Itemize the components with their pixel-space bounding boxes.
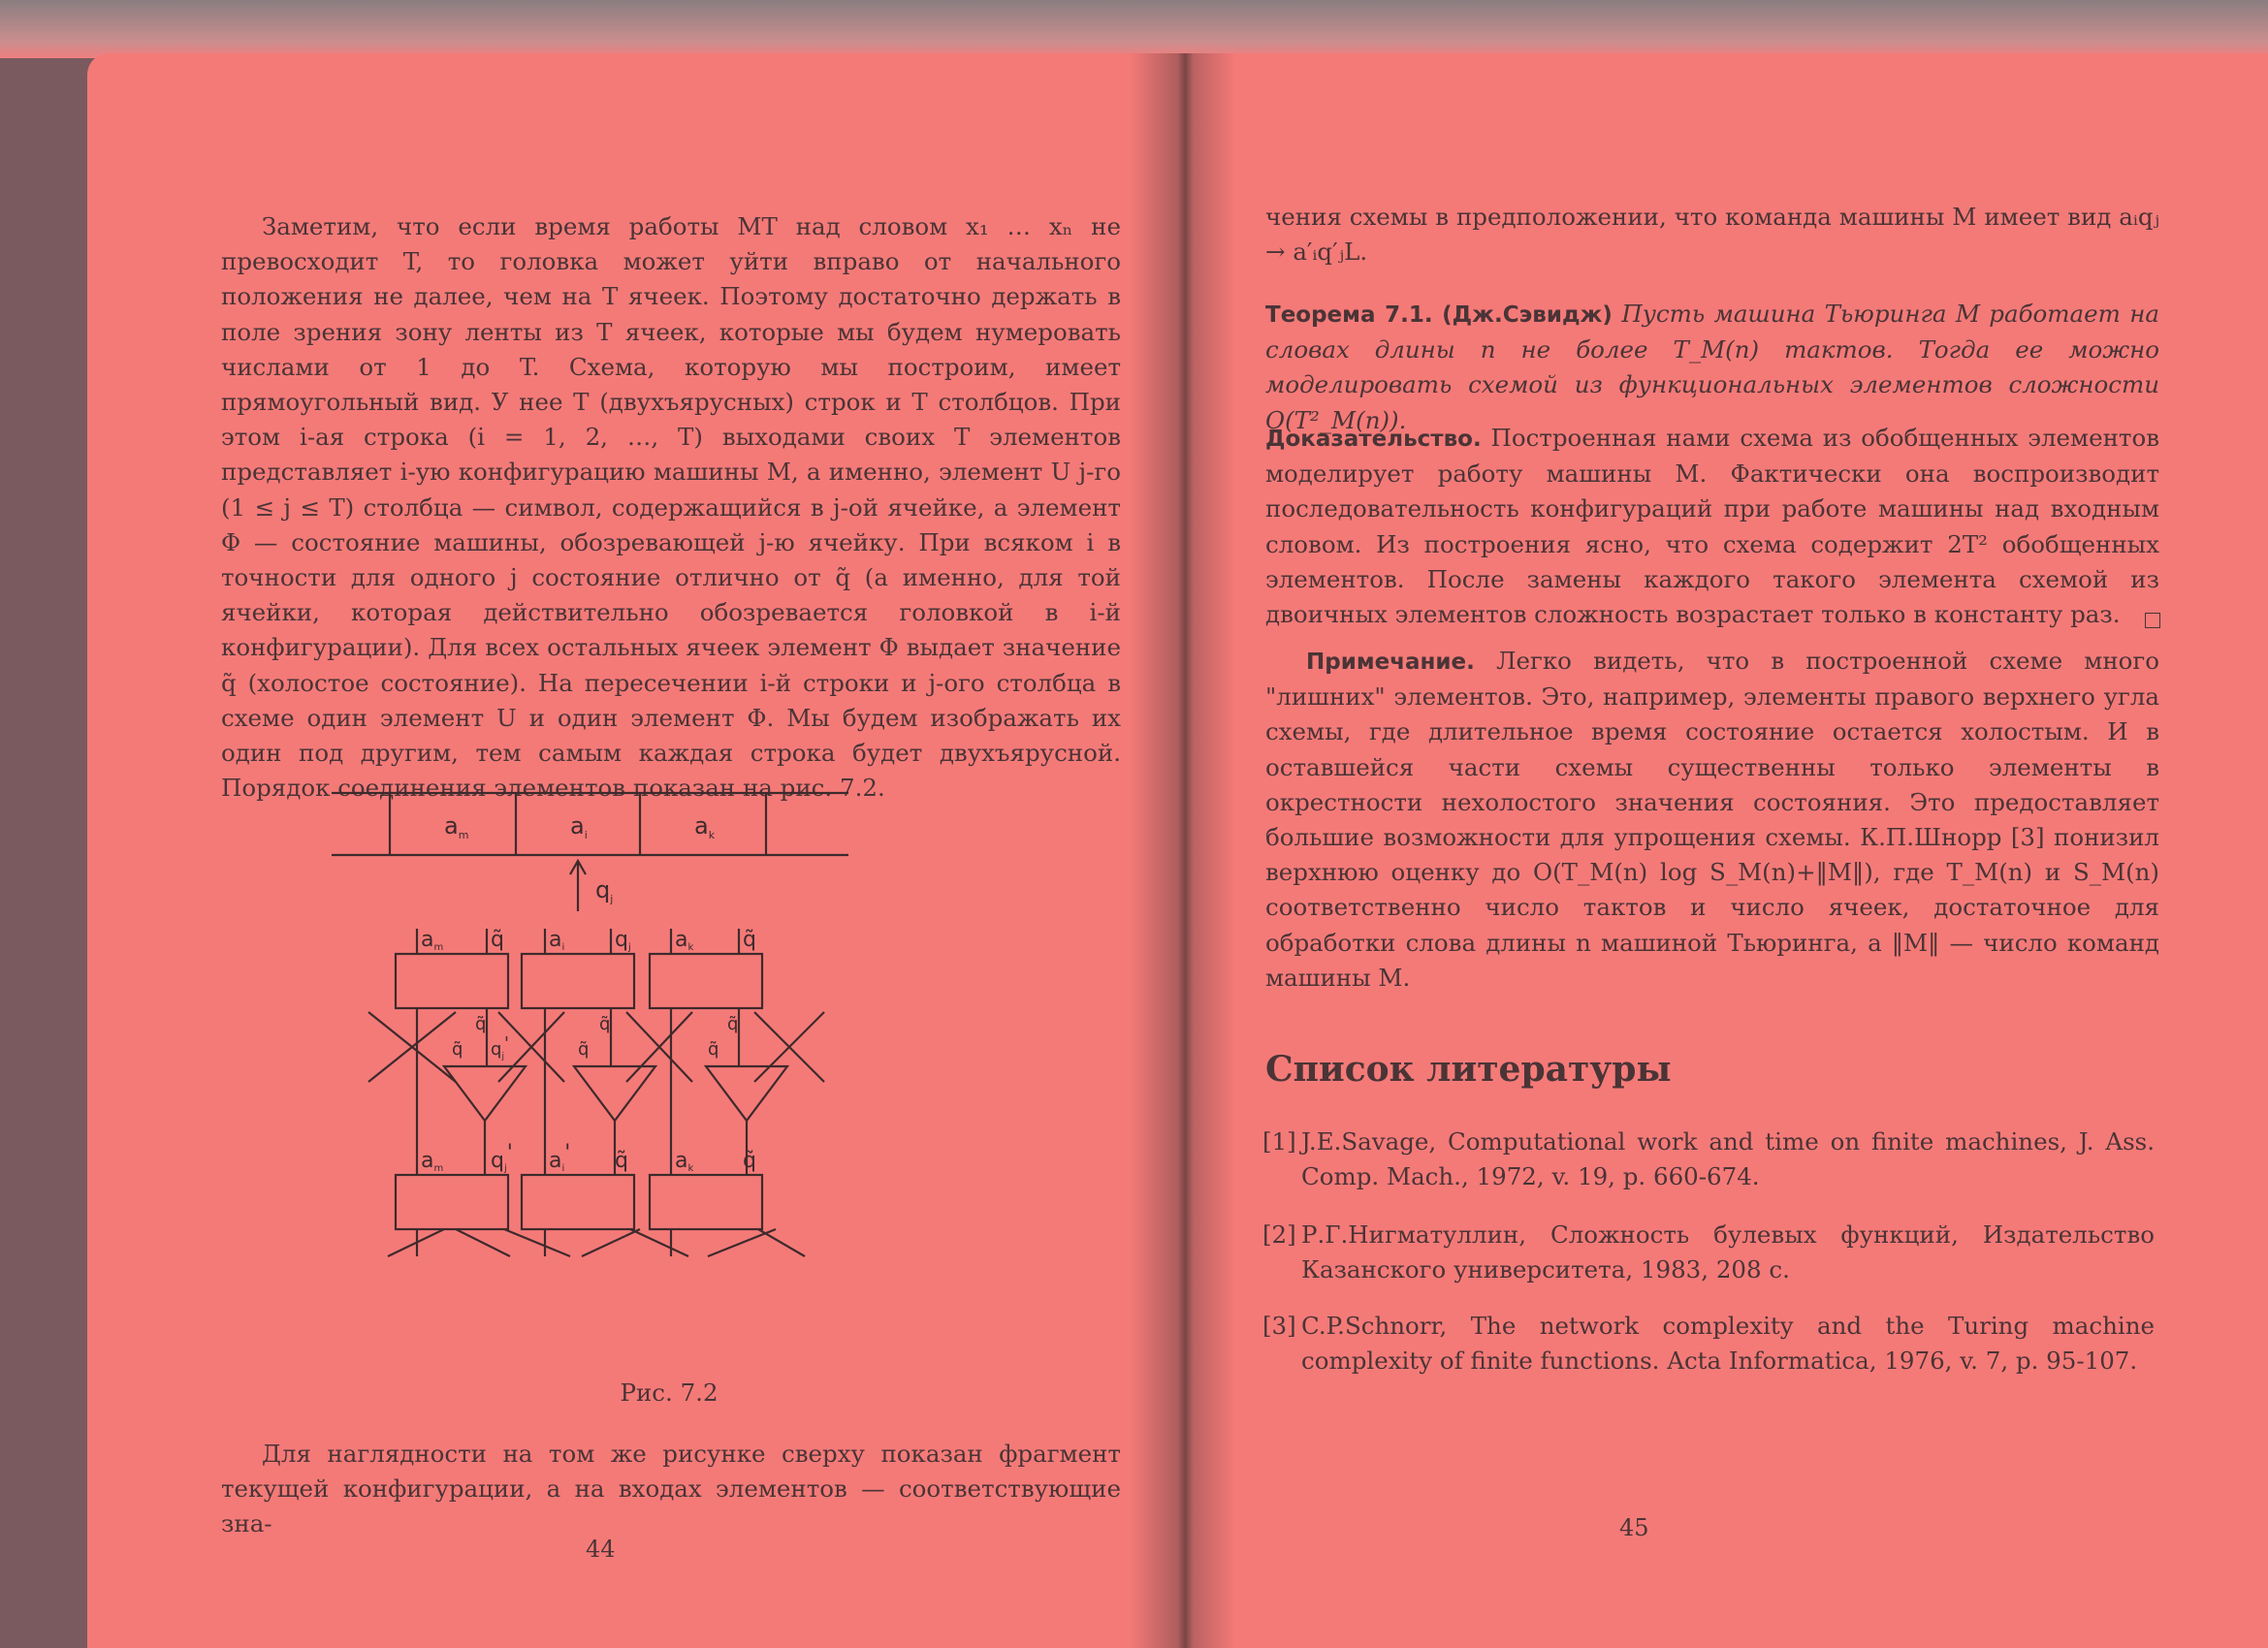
reference-text: C.P.Schnorr, The network complexity and the Turing machine complexity of finite functions. Acta Informatica, 1976, v. 7, p. 95-107. — [1301, 1312, 2155, 1376]
reference-item — [1262, 1309, 2155, 1379]
bibliography-heading: Список литературы — [1265, 1049, 1672, 1090]
intro-paragraph: Заметим, что если время работы МТ над словом x₁ … xₙ не превосходит T, то головка может уйти вправо от начального положения не далее, чем на T ячеек. Поэтому достаточно держать в поле зрения зону ленты из T ячеек, которые мы будем нумеровать числами от 1 до T. Схема, которую мы построим, имеет прямоугольный вид. У нее T (двухъярусных) строк и T столбцов. При этом i-ая строка (i = 1, 2, …, T) выходами своих T элементов представляет i-ую конфигурацию машины M, а именно, элемент U j-го (1 ≤ j ≤ T) столбца — символ, содержащийся в j-ой ячейке, а элемент Φ — состояние машины, обозревающей j-ю ячейку. При всяком i в точности для одного j состояние отлично от q̃ (а именно, для той ячейки, которая действительно обозревается головкой в i-й конфигурации). Для всех остальных ячеек элемент Φ выдает значение q̃ (холостое состояние). На пересечении i-й строки и j-ого столбца в схеме один элемент U и один элемент Φ. Мы будем изображать их один под другим, тем самым каждая строка будет двухъярусной. Порядок соединения элементов показан на рис. 7.2. — [221, 212, 1121, 803]
qed-square-icon — [2145, 613, 2160, 628]
remark-block — [1265, 644, 2159, 996]
reference-item — [1262, 1218, 2155, 1287]
tape-cell-label: $a_m$ — [444, 812, 469, 841]
reference-text: Р.Г.Нигматуллин, Сложность булевых функций, Издательство Казанского университета, 1983, 208 с. — [1301, 1220, 2155, 1284]
page-number-right: 45 — [1619, 1514, 1649, 1541]
input-label: q̃ — [615, 1149, 628, 1173]
input-label: ai — [549, 928, 565, 953]
proof-label: Доказательство. — [1265, 427, 1482, 452]
mid-label: q̃ — [578, 1039, 590, 1060]
reference-text: J.E.Savage, Computational work and time on finite machines, J. Ass. Comp. Mach., 1972, v. 19, p. 660-674. — [1301, 1127, 2155, 1191]
figure-7-2 — [320, 776, 863, 1280]
figure-caption: Рис. 7.2 — [620, 1379, 719, 1407]
theorem-block — [1265, 297, 2159, 438]
mid-label: q̃ — [599, 1014, 611, 1034]
input-label: am — [421, 1149, 444, 1174]
theorem-text: Пусть машина Тьюринга M работает на словах длины n не более T_M(n) тактов. Тогда ее можно моделировать схемой из функциональных элементов сложности O(T²_M(n)). — [1265, 300, 2159, 434]
mid-label: q̃ — [452, 1039, 463, 1060]
continuation-text: чения схемы в предположении, что команда машины M имеет вид aᵢqⱼ → a′ᵢq′ⱼL. — [1265, 203, 2159, 267]
reference-number: [1] — [1262, 1127, 1296, 1156]
tape-cell-label: $a_k$ — [694, 812, 716, 841]
input-label: q̃ — [743, 1149, 756, 1173]
reference-number: [2] — [1262, 1220, 1296, 1249]
left-paragraph-2 — [221, 1437, 1121, 1542]
input-label: q̃ — [743, 928, 756, 952]
right-continuation — [1265, 200, 2159, 269]
theorem-label: Теорема 7.1. (Дж.Сэвидж) — [1265, 302, 1613, 328]
mid-label: q̃ — [708, 1039, 719, 1060]
page-number-left: 44 — [586, 1536, 616, 1563]
reference-number: [3] — [1262, 1312, 1296, 1340]
mid-label: q̃ — [727, 1014, 739, 1034]
remark-label: Примечание. — [1306, 650, 1475, 675]
mid-label: $q_j'$ — [491, 1033, 509, 1062]
reference-item — [1262, 1125, 2155, 1194]
input-label: qj — [615, 928, 631, 953]
book-gutter — [1130, 53, 1236, 1648]
proof-text: Построенная нами схема из обобщенных элементов моделирует работу машины M. Фактически она воспроизводит последовательность конфигураций при работе машины над входным словом. Из построения ясно, что схема содержит 2T² обобщенных элементов. После замены каждого такого элемента схемой из двоичных элементов сложность возрастает только в константу раз. — [1265, 424, 2159, 629]
head-state-label: $q_j$ — [595, 876, 614, 905]
input-label: am — [421, 928, 444, 953]
closing-paragraph: Для наглядности на том же рисунке сверху показан фрагмент текущей конфигурации, а на входах элементов — соответствующие зна- — [221, 1440, 1121, 1538]
input-label: q̃ — [491, 928, 504, 952]
left-paragraph-1 — [221, 209, 1121, 806]
mid-label: q̃ — [475, 1014, 487, 1034]
scan-background — [0, 0, 2268, 58]
input-label: ak — [675, 1149, 694, 1174]
tape-cell-label: $a_i$ — [570, 812, 588, 841]
input-label: qj' — [491, 1141, 513, 1174]
remark-text: Легко видеть, что в построенной схеме много "лишних" элементов. Это, например, элементы правого верхнего угла схемы, где длительное время состояние остается холостым. И в оставшейся части схемы существенны только элементы в окрестности нехолостого значения состояния. Это предоставляет большие возможности для упрощения схемы. К.П.Шнорр [3] понизил верхнюю оценку до O(T_M(n) log S_M(n)+‖M‖), где T_M(n) и S_M(n) соответственно число тактов и число ячеек, достаточное для обработки слова длины n машиной Тьюринга, а ‖M‖ — число команд машины M. — [1265, 647, 2159, 992]
proof-block — [1265, 421, 2159, 632]
input-label: ak — [675, 928, 694, 953]
input-label: ai' — [549, 1141, 571, 1174]
